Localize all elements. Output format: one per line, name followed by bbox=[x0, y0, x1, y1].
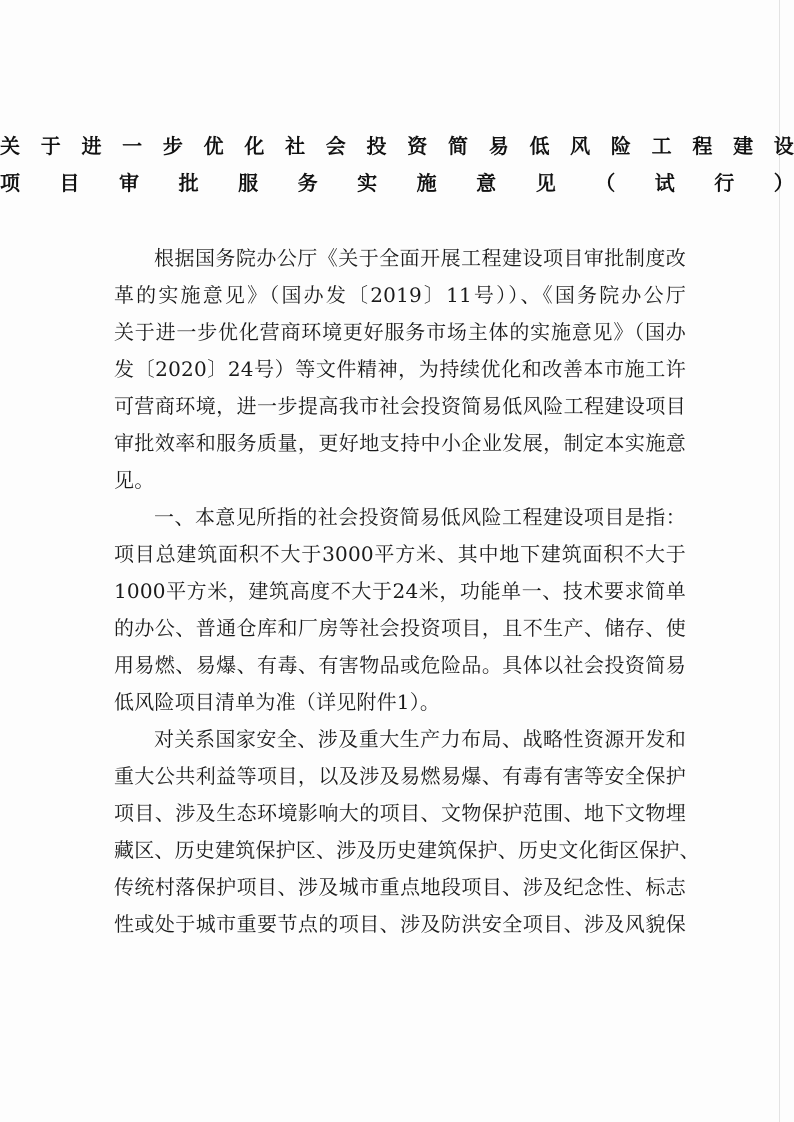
paragraph-line: 见。 bbox=[114, 468, 155, 492]
paragraph-line: 重大公共利益等项目，以及涉及易燃易爆、有毒有害等安全保护 bbox=[114, 764, 686, 788]
paragraph-line: 根据国务院办公厅《关于全面开展工程建设项目审批制度改 bbox=[154, 246, 686, 270]
title-line: 关于进一步优化社会投资简易低风险工程建设 bbox=[0, 134, 794, 158]
paragraph-line: 用易燃、易爆、有毒、有害物品或危险品。具体以社会投资简易 bbox=[114, 653, 686, 677]
paragraph-line: 一、本意见所指的社会投资简易低风险工程建设项目是指： bbox=[154, 505, 686, 529]
paragraph-basis bbox=[114, 240, 686, 499]
paragraph-scope bbox=[114, 499, 686, 721]
paragraph-line: 发〔2020〕24号）等文件精神，为持续优化和改善本市施工许 bbox=[114, 357, 686, 381]
paragraph-line: 项目总建筑面积不大于3000平方米、其中地下建筑面积不大于 bbox=[114, 542, 686, 566]
paragraph-line: 项目、涉及生态环境影响大的项目、文物保护范围、地下文物埋 bbox=[114, 801, 686, 825]
paragraph-line: 审批效率和服务质量，更好地支持中小企业发展，制定本实施意 bbox=[114, 431, 686, 455]
paragraph-line: 可营商环境，进一步提高我市社会投资简易低风险工程建设项目 bbox=[114, 394, 686, 418]
paragraph-line: 1000平方米，建筑高度不大于24米，功能单一、技术要求简单 bbox=[114, 579, 686, 603]
paragraph-line: 性或处于城市重要节点的项目、涉及防洪安全项目、涉及风貌保 bbox=[114, 912, 686, 936]
paragraph-exclusions bbox=[114, 721, 700, 943]
paragraph-line: 对关系国家安全、涉及重大生产力布局、战略性资源开发和 bbox=[154, 727, 686, 751]
paragraph-line: 低风险项目清单为准（详见附件1）。 bbox=[114, 690, 441, 714]
paragraph-line: 革的实施意见》（国办发〔2019〕11号））、《国务院办公厅 bbox=[114, 283, 686, 307]
paragraph-line: 传统村落保护项目、涉及城市重点地段项目、涉及纪念性、标志 bbox=[114, 875, 686, 899]
paragraph-line: 关于进一步优化营商环境更好服务市场主体的实施意见》（国办 bbox=[114, 320, 686, 344]
document-title bbox=[0, 128, 794, 202]
title-line: 项目审批服务实施意见（试行） bbox=[0, 171, 794, 195]
paragraph-line: 藏区、历史建筑保护区、涉及历史建筑保护、历史文化街区保护、 bbox=[114, 838, 700, 862]
paragraph-line: 的办公、普通仓库和厂房等社会投资项目，且不生产、储存、使 bbox=[114, 616, 686, 640]
document-body bbox=[114, 240, 700, 943]
